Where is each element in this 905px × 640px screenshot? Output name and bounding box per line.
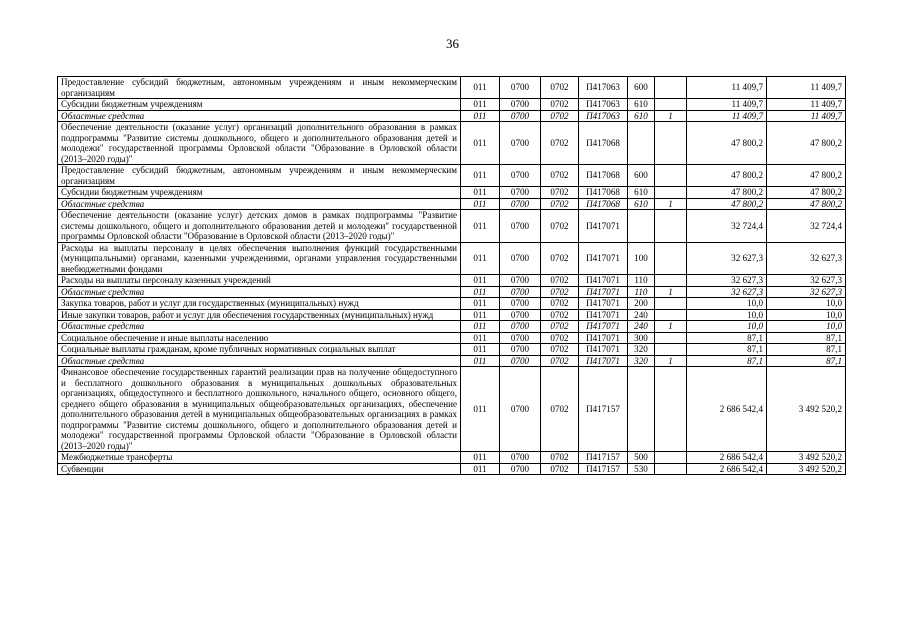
cell-amount-year-2: 3 492 520,2: [767, 463, 846, 475]
cell-fund-source: 1: [655, 110, 687, 122]
table-row: [58, 355, 846, 367]
cell-amount-year-1: 47 800,2: [687, 198, 767, 210]
cell-section-code: 0700: [500, 332, 541, 344]
cell-amount-year-2: 10,0: [767, 321, 846, 333]
cell-subsection-code: 0702: [541, 309, 579, 321]
cell-amount-year-1: 87,1: [687, 355, 767, 367]
cell-description: Иные закупки товаров, работ и услуг для обеспечения государственных (муниципальных) нужд: [58, 309, 461, 321]
cell-description: Областные средства: [58, 286, 461, 298]
cell-subsection-code: 0702: [541, 463, 579, 475]
cell-section-code: 0700: [500, 165, 541, 187]
cell-description: Закупка товаров, работ и услуг для государственных (муниципальных) нужд: [58, 298, 461, 310]
cell-fund-source: [655, 344, 687, 356]
cell-subsection-code: 0702: [541, 367, 579, 452]
cell-fund-source: [655, 298, 687, 310]
cell-fund-source: [655, 187, 687, 199]
cell-target-article: П417068: [579, 165, 628, 187]
cell-subsection-code: 0702: [541, 99, 579, 111]
cell-ministry-code: 011: [461, 165, 500, 187]
cell-expense-kind: 110: [628, 286, 655, 298]
cell-subsection-code: 0702: [541, 110, 579, 122]
cell-ministry-code: 011: [461, 275, 500, 287]
cell-subsection-code: 0702: [541, 165, 579, 187]
cell-ministry-code: 011: [461, 332, 500, 344]
cell-fund-source: 1: [655, 286, 687, 298]
cell-ministry-code: 011: [461, 198, 500, 210]
cell-ministry-code: 011: [461, 355, 500, 367]
cell-expense-kind: 610: [628, 99, 655, 111]
cell-ministry-code: 011: [461, 122, 500, 165]
cell-target-article: П417071: [579, 210, 628, 243]
cell-section-code: 0700: [500, 99, 541, 111]
cell-description: Социальное обеспечение и иные выплаты населению: [58, 332, 461, 344]
cell-target-article: П417157: [579, 452, 628, 464]
cell-amount-year-2: 10,0: [767, 309, 846, 321]
cell-subsection-code: 0702: [541, 275, 579, 287]
table-row: [58, 332, 846, 344]
cell-description: Предоставление субсидий бюджетным, автономным учреждениям и иным некоммерческим организациям: [58, 165, 461, 187]
cell-expense-kind: 240: [628, 309, 655, 321]
cell-target-article: П417063: [579, 77, 628, 99]
cell-target-article: П417071: [579, 332, 628, 344]
cell-section-code: 0700: [500, 321, 541, 333]
cell-target-article: П417068: [579, 187, 628, 199]
table-row: [58, 77, 846, 99]
cell-subsection-code: 0702: [541, 344, 579, 356]
cell-target-article: П417071: [579, 286, 628, 298]
cell-target-article: П417068: [579, 198, 628, 210]
table-row: [58, 110, 846, 122]
cell-amount-year-2: 11 409,7: [767, 77, 846, 99]
table-row: [58, 99, 846, 111]
cell-description: Межбюджетные трансферты: [58, 452, 461, 464]
cell-expense-kind: 500: [628, 452, 655, 464]
cell-ministry-code: 011: [461, 210, 500, 243]
cell-expense-kind: 100: [628, 242, 655, 275]
cell-section-code: 0700: [500, 122, 541, 165]
cell-description: Субсидии бюджетным учреждениям: [58, 99, 461, 111]
cell-target-article: П417157: [579, 463, 628, 475]
cell-ministry-code: 011: [461, 452, 500, 464]
cell-ministry-code: 011: [461, 298, 500, 310]
cell-target-article: П417071: [579, 298, 628, 310]
cell-amount-year-2: 32 627,3: [767, 286, 846, 298]
cell-target-article: П417063: [579, 99, 628, 111]
cell-amount-year-1: 32 627,3: [687, 286, 767, 298]
cell-subsection-code: 0702: [541, 122, 579, 165]
cell-fund-source: [655, 452, 687, 464]
cell-expense-kind: 320: [628, 344, 655, 356]
cell-amount-year-1: 32 724,4: [687, 210, 767, 243]
cell-amount-year-1: 47 800,2: [687, 122, 767, 165]
cell-target-article: П417071: [579, 344, 628, 356]
cell-description: Субвенции: [58, 463, 461, 475]
cell-amount-year-2: 47 800,2: [767, 122, 846, 165]
cell-ministry-code: 011: [461, 242, 500, 275]
table-row: [58, 298, 846, 310]
cell-expense-kind: 300: [628, 332, 655, 344]
cell-description: Предоставление субсидий бюджетным, автономным учреждениям и иным некоммерческим организациям: [58, 77, 461, 99]
cell-fund-source: [655, 99, 687, 111]
cell-section-code: 0700: [500, 275, 541, 287]
cell-section-code: 0700: [500, 77, 541, 99]
cell-amount-year-1: 32 627,3: [687, 242, 767, 275]
table-row: [58, 242, 846, 275]
cell-expense-kind: [628, 210, 655, 243]
cell-fund-source: [655, 309, 687, 321]
cell-section-code: 0700: [500, 355, 541, 367]
cell-amount-year-1: 47 800,2: [687, 165, 767, 187]
cell-amount-year-2: 87,1: [767, 332, 846, 344]
cell-expense-kind: [628, 367, 655, 452]
cell-section-code: 0700: [500, 463, 541, 475]
cell-description: Социальные выплаты гражданам, кроме публичных нормативных социальных выплат: [58, 344, 461, 356]
cell-fund-source: [655, 275, 687, 287]
table-row: [58, 165, 846, 187]
cell-target-article: П417068: [579, 122, 628, 165]
cell-description: Областные средства: [58, 321, 461, 333]
cell-ministry-code: 011: [461, 110, 500, 122]
cell-subsection-code: 0702: [541, 77, 579, 99]
cell-fund-source: [655, 367, 687, 452]
table-row: [58, 309, 846, 321]
cell-amount-year-1: 87,1: [687, 344, 767, 356]
cell-expense-kind: 600: [628, 165, 655, 187]
cell-fund-source: [655, 463, 687, 475]
cell-ministry-code: 011: [461, 77, 500, 99]
cell-section-code: 0700: [500, 187, 541, 199]
cell-section-code: 0700: [500, 242, 541, 275]
cell-subsection-code: 0702: [541, 187, 579, 199]
cell-amount-year-2: 47 800,2: [767, 187, 846, 199]
table-row: [58, 321, 846, 333]
cell-ministry-code: 011: [461, 309, 500, 321]
cell-amount-year-2: 47 800,2: [767, 165, 846, 187]
cell-description: Областные средства: [58, 355, 461, 367]
cell-section-code: 0700: [500, 309, 541, 321]
cell-subsection-code: 0702: [541, 321, 579, 333]
cell-fund-source: [655, 242, 687, 275]
table-row: [58, 187, 846, 199]
table-row: [58, 367, 846, 452]
cell-description: Расходы на выплаты персоналу казенных учреждений: [58, 275, 461, 287]
cell-target-article: П417071: [579, 275, 628, 287]
cell-fund-source: 1: [655, 355, 687, 367]
cell-amount-year-2: 32 724,4: [767, 210, 846, 243]
cell-expense-kind: 110: [628, 275, 655, 287]
cell-description: Субсидии бюджетным учреждениям: [58, 187, 461, 199]
table-row: [58, 286, 846, 298]
budget-table: [57, 76, 846, 475]
cell-fund-source: [655, 77, 687, 99]
cell-target-article: П417071: [579, 309, 628, 321]
cell-expense-kind: 530: [628, 463, 655, 475]
cell-description: Обеспечение деятельности (оказание услуг) организаций дополнительного образования в рамках подпрограммы "Развитие системы дошкольного, общего и дополнительного образования детей и молодежи" государственной программы Орловской области "Образование в Орловской области (2013–2020 годы)": [58, 122, 461, 165]
cell-subsection-code: 0702: [541, 332, 579, 344]
cell-amount-year-2: 32 627,3: [767, 275, 846, 287]
cell-amount-year-2: 32 627,3: [767, 242, 846, 275]
cell-amount-year-1: 2 686 542,4: [687, 452, 767, 464]
cell-expense-kind: [628, 122, 655, 165]
cell-amount-year-1: 2 686 542,4: [687, 463, 767, 475]
table-row: [58, 122, 846, 165]
cell-subsection-code: 0702: [541, 210, 579, 243]
cell-ministry-code: 011: [461, 344, 500, 356]
table-row: [58, 344, 846, 356]
cell-fund-source: [655, 210, 687, 243]
cell-ministry-code: 011: [461, 187, 500, 199]
cell-ministry-code: 011: [461, 367, 500, 452]
cell-target-article: П417071: [579, 242, 628, 275]
cell-amount-year-1: 2 686 542,4: [687, 367, 767, 452]
cell-subsection-code: 0702: [541, 242, 579, 275]
cell-amount-year-1: 11 409,7: [687, 77, 767, 99]
cell-description: Обеспечение деятельности (оказание услуг) детских домов в рамках подпрограммы "Развитие системы дошкольного, общего и дополнительного образования детей и молодежи" государственной программы Орловской области "Образование в Орловской области (2013–2020 годы)": [58, 210, 461, 243]
cell-section-code: 0700: [500, 110, 541, 122]
cell-section-code: 0700: [500, 298, 541, 310]
cell-subsection-code: 0702: [541, 452, 579, 464]
cell-amount-year-1: 87,1: [687, 332, 767, 344]
cell-target-article: П417063: [579, 110, 628, 122]
cell-fund-source: 1: [655, 321, 687, 333]
cell-section-code: 0700: [500, 210, 541, 243]
cell-target-article: П417071: [579, 321, 628, 333]
cell-amount-year-2: 11 409,7: [767, 99, 846, 111]
cell-amount-year-2: 3 492 520,2: [767, 367, 846, 452]
cell-subsection-code: 0702: [541, 355, 579, 367]
cell-subsection-code: 0702: [541, 298, 579, 310]
cell-expense-kind: 240: [628, 321, 655, 333]
cell-amount-year-2: 10,0: [767, 298, 846, 310]
cell-description: Областные средства: [58, 198, 461, 210]
cell-ministry-code: 011: [461, 463, 500, 475]
cell-amount-year-1: 11 409,7: [687, 99, 767, 111]
cell-subsection-code: 0702: [541, 198, 579, 210]
cell-description: Расходы на выплаты персоналу в целях обеспечения выполнения функций государственными (муниципальными) органами, казенными учреждениями, органами управления государственными внебюджетными фондами: [58, 242, 461, 275]
cell-expense-kind: 610: [628, 110, 655, 122]
cell-amount-year-2: 11 409,7: [767, 110, 846, 122]
cell-expense-kind: 200: [628, 298, 655, 310]
cell-amount-year-2: 87,1: [767, 355, 846, 367]
cell-amount-year-2: 87,1: [767, 344, 846, 356]
table-row: [58, 210, 846, 243]
table-row: [58, 452, 846, 464]
cell-ministry-code: 011: [461, 286, 500, 298]
cell-fund-source: [655, 165, 687, 187]
cell-expense-kind: 610: [628, 187, 655, 199]
cell-description: Областные средства: [58, 110, 461, 122]
cell-ministry-code: 011: [461, 321, 500, 333]
cell-target-article: П417157: [579, 367, 628, 452]
cell-description: Финансовое обеспечение государственных гарантий реализации прав на получение общедоступного и бесплатного дошкольного образования в муниципальных дошкольных образовательных организациях, общедоступного и бесплатного дошкольного, начального общего, основного общего, среднего общего образования в муниципальных общеобразовательных организациях, обеспечение дополнительного образования детей в муниципальных общеобразовательных организациях в рамках подпрограммы "Развитие системы дошкольного, общего и дополнительного образования детей и молодежи" государственной программы Орловской области "Образование в Орловской области (2013–2020 годы)": [58, 367, 461, 452]
table-row: [58, 463, 846, 475]
cell-subsection-code: 0702: [541, 286, 579, 298]
cell-amount-year-2: 47 800,2: [767, 198, 846, 210]
cell-section-code: 0700: [500, 286, 541, 298]
cell-amount-year-1: 10,0: [687, 298, 767, 310]
cell-section-code: 0700: [500, 344, 541, 356]
cell-expense-kind: 600: [628, 77, 655, 99]
cell-ministry-code: 011: [461, 99, 500, 111]
cell-fund-source: [655, 122, 687, 165]
cell-fund-source: 1: [655, 198, 687, 210]
cell-amount-year-1: 11 409,7: [687, 110, 767, 122]
cell-target-article: П417071: [579, 355, 628, 367]
table-row: [58, 275, 846, 287]
table-body: [58, 77, 846, 475]
cell-section-code: 0700: [500, 198, 541, 210]
cell-fund-source: [655, 332, 687, 344]
cell-amount-year-2: 3 492 520,2: [767, 452, 846, 464]
cell-amount-year-1: 10,0: [687, 309, 767, 321]
cell-amount-year-1: 32 627,3: [687, 275, 767, 287]
cell-expense-kind: 320: [628, 355, 655, 367]
cell-section-code: 0700: [500, 367, 541, 452]
table-row: [58, 198, 846, 210]
cell-section-code: 0700: [500, 452, 541, 464]
page-number: 36: [446, 36, 459, 51]
cell-amount-year-1: 47 800,2: [687, 187, 767, 199]
cell-expense-kind: 610: [628, 198, 655, 210]
cell-amount-year-1: 10,0: [687, 321, 767, 333]
